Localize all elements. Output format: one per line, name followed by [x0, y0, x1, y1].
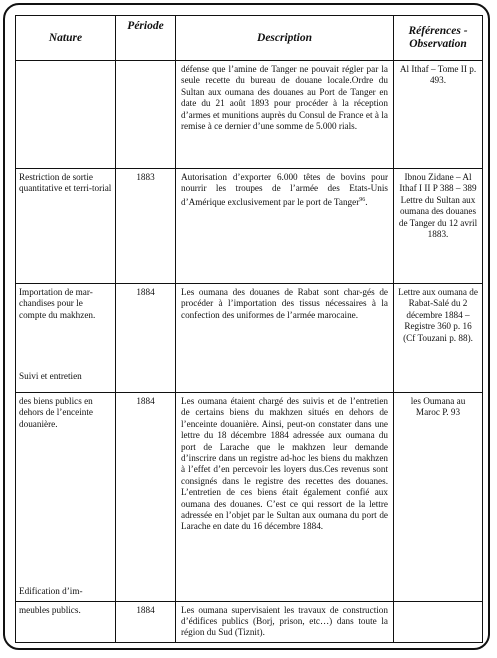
periode-cell: 1884	[116, 284, 176, 393]
nature-cell	[16, 393, 116, 602]
table-row	[16, 61, 483, 169]
footnote-marker: 96	[359, 196, 366, 203]
reference-cell: Al Ithaf – Tome II p. 493.	[394, 61, 483, 169]
nature-cell: meubles publics.	[16, 601, 116, 642]
reference-cell: Ibnou Zidane – Al Ithaf I II P 388 – 389 Lettre du Sultan aux oumana des douanes de Tanger du 12 avril 1883.	[394, 169, 483, 284]
table-row	[16, 169, 483, 284]
table-row	[16, 393, 483, 602]
header-description: Description	[176, 16, 394, 61]
table-header-row	[16, 16, 483, 61]
description-cell	[176, 169, 394, 284]
header-references: Références - Observation	[394, 16, 483, 61]
nature-cell	[16, 61, 116, 169]
periode-cell: 1884	[116, 393, 176, 602]
description-cell: Les oumana étaient chargé des suivis et de l’entretien de certains biens du makhzen situés en dehors de l’enceinte douanière. Ainsi, peut-on constater dans une lettre du 18 décembre 1884 adressée aux oumana du port de Larache que le makhzen leur demande d’inscrire dans un registre ad-hoc les biens du makhzen à l’effet d’en percevoir les loyers dus.Ces revenus sont consignés dans le registre des recettes des douanes. L’entretien de ces biens était également confié aux oumana des douanes. C’est ce qui ressort de la lettre adressée en l’objet par le Sultan aux oumana du port de Larache en date du 16 décembre 1884.	[176, 393, 394, 602]
periode-cell	[116, 61, 176, 169]
description-text: Autorisation d’exporter 6.000 têtes de bovins pour nourrir les troupes de l’armée des Etats-Unis d’Amérique exclusivement par le port de Tanger	[181, 172, 388, 207]
nature-continuation: Edification d’im-	[19, 586, 83, 597]
description-cell: Les oumana des douanes de Rabat sont char-gés de procéder à l’importation des tissus nécessaires à la confection des uniformes de l’armée marocaine.	[176, 284, 394, 393]
periode-cell: 1883	[116, 169, 176, 284]
nature-continuation: Suivi et entretien	[19, 371, 82, 382]
nature-text: des biens publics en dehors de l’enceinte douanière.	[19, 396, 93, 429]
table-row	[16, 284, 483, 393]
customs-table	[15, 15, 483, 643]
description-cell: Les oumana supervisaient les travaux de construction d’édifices publics (Borj, prison, etc…) dans toute la région du Sud (Tiznit).	[176, 601, 394, 642]
nature-text: Importation de mar-chandises pour le compte du makhzen.	[19, 287, 96, 320]
description-end: .	[365, 196, 368, 207]
nature-cell: Restriction de sortie quantitative et terri-torial	[16, 169, 116, 284]
reference-cell: Lettre aux oumana de Rabat-Salé du 2 décembre 1884 – Registre 360 p. 16 (Cf Touzani p. 88).	[394, 284, 483, 393]
reference-cell: les Oumana au Maroc P. 93	[394, 393, 483, 602]
periode-cell: 1884	[116, 601, 176, 642]
nature-cell	[16, 284, 116, 393]
header-nature: Nature	[16, 16, 116, 61]
header-periode: Période	[116, 16, 176, 61]
description-cell: défense que l’amine de Tanger ne pouvait régler par la seule recette du bureau de douane locale.Ordre du Sultan aux oumana des douanes au Port de Tanger en date du 21 août 1893 pour procéder à la réception d’armes et munitions auprès du Consul de France et à la remise à ce dernier d’une somme de 5.000 rials.	[176, 61, 394, 169]
reference-cell	[394, 601, 483, 642]
table-row	[16, 601, 483, 642]
